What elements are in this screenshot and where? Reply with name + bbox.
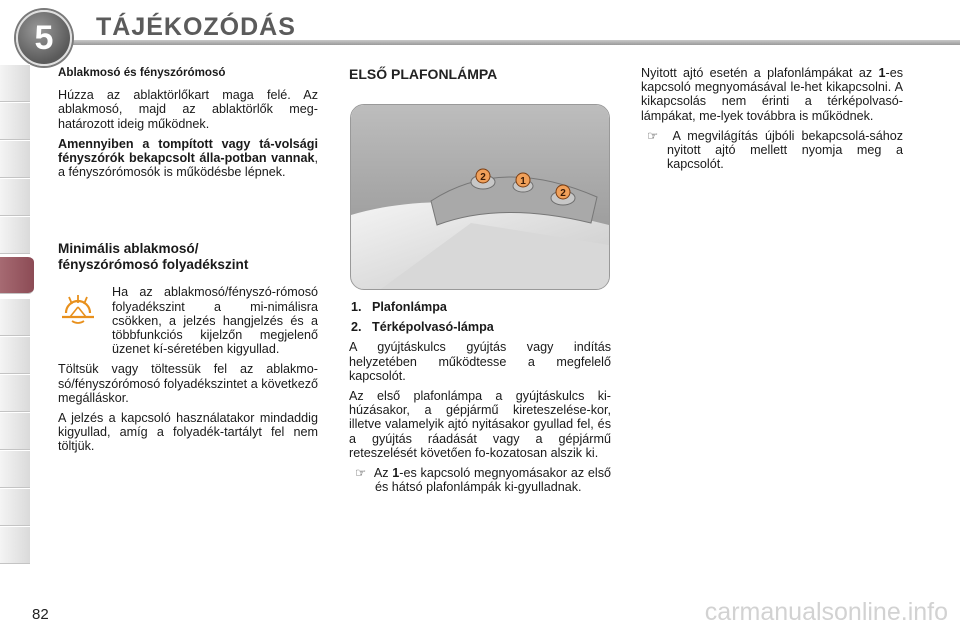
page-number: 82	[32, 606, 49, 623]
svg-text:1: 1	[520, 176, 526, 187]
switch-note-pre: Az	[373, 466, 393, 481]
middle-column	[349, 300, 611, 500]
chapter-tab[interactable]	[0, 412, 30, 450]
chapter-tab[interactable]	[0, 336, 30, 374]
door-open-text	[641, 66, 903, 123]
door-open-post: -es kapcsoló megnyomásával le-het kikapcsolni. A kikapcsolás nem érinti a térképolvasó-lámpákat, me-lyek továbbra is működnek.	[641, 66, 903, 123]
chapter-tab[interactable]	[0, 178, 30, 216]
section-title: ELSŐ PLAFONLÁMPA	[349, 66, 498, 82]
legend-label-2: Térképolvasó-lámpa	[372, 320, 494, 335]
front-courtesy-lamp-photo	[350, 104, 610, 290]
chapter-tab[interactable]	[0, 216, 30, 254]
bullet-hand-icon: ☞	[355, 466, 367, 481]
washer-heading: Ablakmosó és fényszórómosó	[58, 66, 226, 79]
fluid-light-text: A jelzés a kapcsoló használatakor mindaddig kigyullad, amíg a folyadék-tartályt fel nem töltjük.	[58, 411, 318, 454]
chapter-tab-active[interactable]	[0, 256, 34, 294]
photo-label-lamp-1	[516, 173, 530, 187]
chapter-tab-strip	[0, 64, 32, 584]
legend-num-2: 2.	[351, 320, 362, 335]
watermark: carmanualsonline.info	[704, 598, 948, 626]
chapter-tab[interactable]	[0, 64, 30, 102]
washer-note	[58, 137, 318, 180]
door-open-pre: Nyitott ajtó esetén a plafonlámpákat az	[641, 66, 879, 80]
fluid-refill-text: Töltsük vagy töltessük fel az ablakmo-só/fényszórómosó folyadékszintet a következő megálláskor.	[58, 362, 318, 405]
washer-note-rest: , a fényszórómosók is működésbe lépnek.	[58, 151, 318, 180]
chapter-tab[interactable]	[0, 450, 30, 488]
svg-text:2: 2	[560, 188, 566, 199]
left-column	[58, 66, 318, 460]
chapter-tab[interactable]	[0, 140, 30, 178]
switch-note-post: -es kapcsoló megnyomásakor az első és hátsó plafonlámpák ki-gyulladnak.	[375, 466, 611, 495]
chapter-tab[interactable]	[0, 526, 30, 564]
photo-label-lamp-2-right	[556, 185, 570, 199]
fluid-warning-block	[58, 285, 318, 362]
reactivate-note-text: A megvilágítás újbóli bekapcsolá-sához nyitott ajtó mellett nyomja meg a kapcsolót.	[667, 128, 903, 172]
chapter-number-badge: 5	[16, 10, 72, 66]
right-column	[641, 66, 903, 177]
fluid-warning-text: Ha az ablakmosó/fényszó-rómosó folyadékszint a mi-nimálisra csökken, a jelzés hangjelzés és a többfunkciós kijelzőn megjelenő üzenet kí-séretében kigyullad.	[112, 285, 318, 357]
switch-note-bold: 1	[392, 466, 400, 481]
washer-text: Húzza az ablaktörlőkart maga felé. Az ablakmosó, majd az ablaktörlők meg-határozott ideig működnek.	[58, 88, 318, 131]
chapter-title: TÁJÉKOZÓDÁS	[96, 13, 296, 41]
legend-label-1: Plafonlámpa	[372, 300, 447, 314]
page-header	[0, 0, 960, 56]
washer-fluid-warning-icon	[58, 285, 102, 362]
legend-num-1: 1.	[351, 300, 362, 314]
washer-note-bold: Amennyiben a tompított vagy tá-volsági fényszórók bekapcsolt álla-potban vannak	[58, 136, 318, 166]
bullet-hand-icon: ☞	[647, 128, 659, 143]
courtesy-lamp-text: Az első plafonlámpa a gyújtáskulcs ki-húzásakor, a gépjármű kireteszelése-kor, illetve valamelyik ajtó nyitásakor gyullad fel, és a gyújtás ráadását vagy a gépjármű reteszelését követően fo-kozatosan alszik ki.	[349, 389, 611, 460]
photo-label-lamp-2-left	[476, 169, 490, 183]
legend-item-1	[349, 300, 611, 314]
chapter-tab[interactable]	[0, 102, 30, 140]
reactivate-note	[641, 129, 903, 172]
svg-text:2: 2	[480, 172, 486, 183]
fluid-heading: Minimális ablakmosó/ fényszórómosó folyadékszint	[58, 241, 249, 273]
chapter-tab[interactable]	[0, 298, 30, 336]
door-open-bold: 1	[878, 66, 886, 80]
switch-note	[349, 466, 611, 494]
chapter-tab[interactable]	[0, 488, 30, 526]
legend-item-2	[349, 320, 611, 334]
ignition-text: A gyújtáskulcs gyújtás vagy indítás helyzetében működtesse a megfelelő kapcsolót.	[349, 340, 611, 383]
chapter-tab[interactable]	[0, 374, 30, 412]
